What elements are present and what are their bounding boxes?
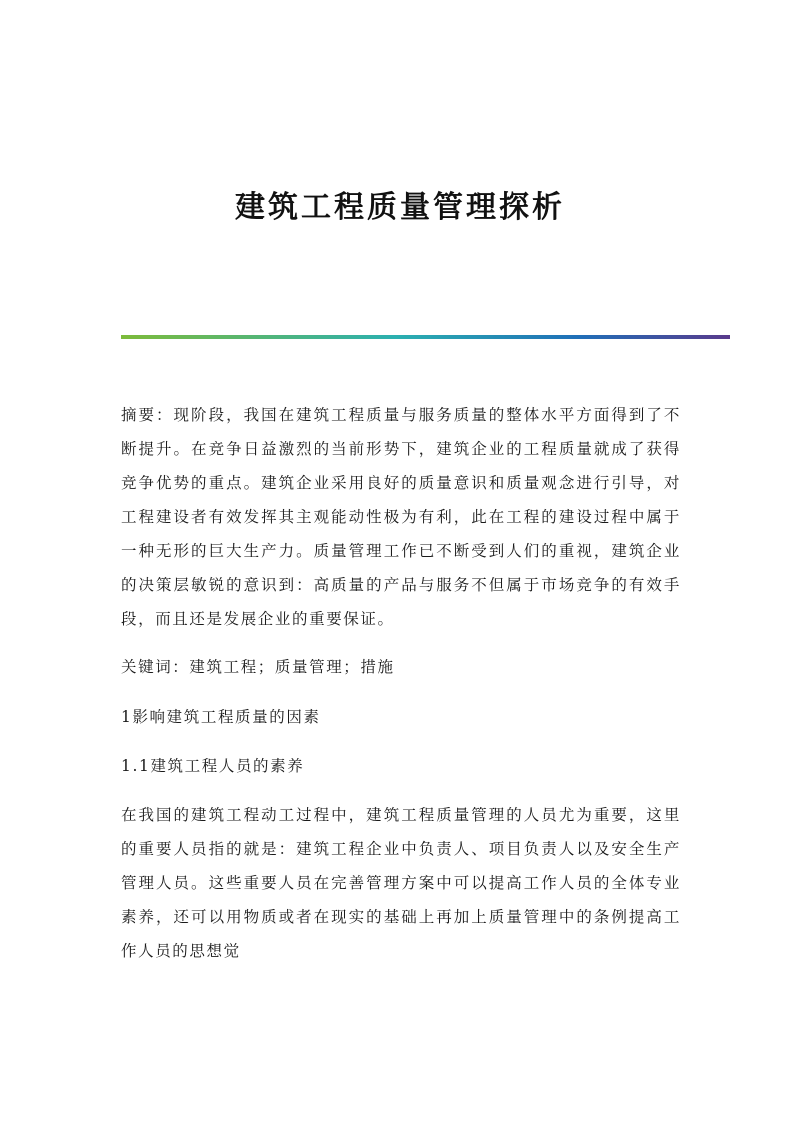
body-paragraph: 在我国的建筑工程动工过程中，建筑工程质量管理的人员尤为重要，这里的重要人员指的就是：建筑工程企业中负责人、项目负责人以及安全生产管理人员。这些重要人员在完善管理方案中可以提高工作人员的全体专业素养，还可以用物质或者在现实的基础上再加上质量管理中的条例提高工作人员的思想觉 <box>121 806 681 960</box>
section-heading: 1影响建筑工程质量的因素 <box>121 708 321 726</box>
abstract-paragraph: 摘要：现阶段，我国在建筑工程质量与服务质量的整体水平方面得到了不断提升。在竞争日益激烈的当前形势下，建筑企业的工程质量就成了获得竞争优势的重点。建筑企业采用良好的质量意识和质量观念进行引导，对工程建设者有效发挥其主观能动性极为有利，此在工程的建设过程中属于一种无形的巨大生产力。质量管理工作已不断受到人们的重视，建筑企业的决策层敏锐的意识到：高质量的产品与服务不但属于市场竞争的有效手段，而且还是发展企业的重要保证。 <box>121 406 681 628</box>
subsection-heading: 1.1建筑工程人员的素养 <box>121 757 305 775</box>
document-body <box>121 398 681 968</box>
document-title: 建筑工程质量管理探析 <box>235 190 565 225</box>
keywords-line: 关键词：建筑工程；质量管理；措施 <box>121 658 395 676</box>
title-divider <box>121 335 730 339</box>
